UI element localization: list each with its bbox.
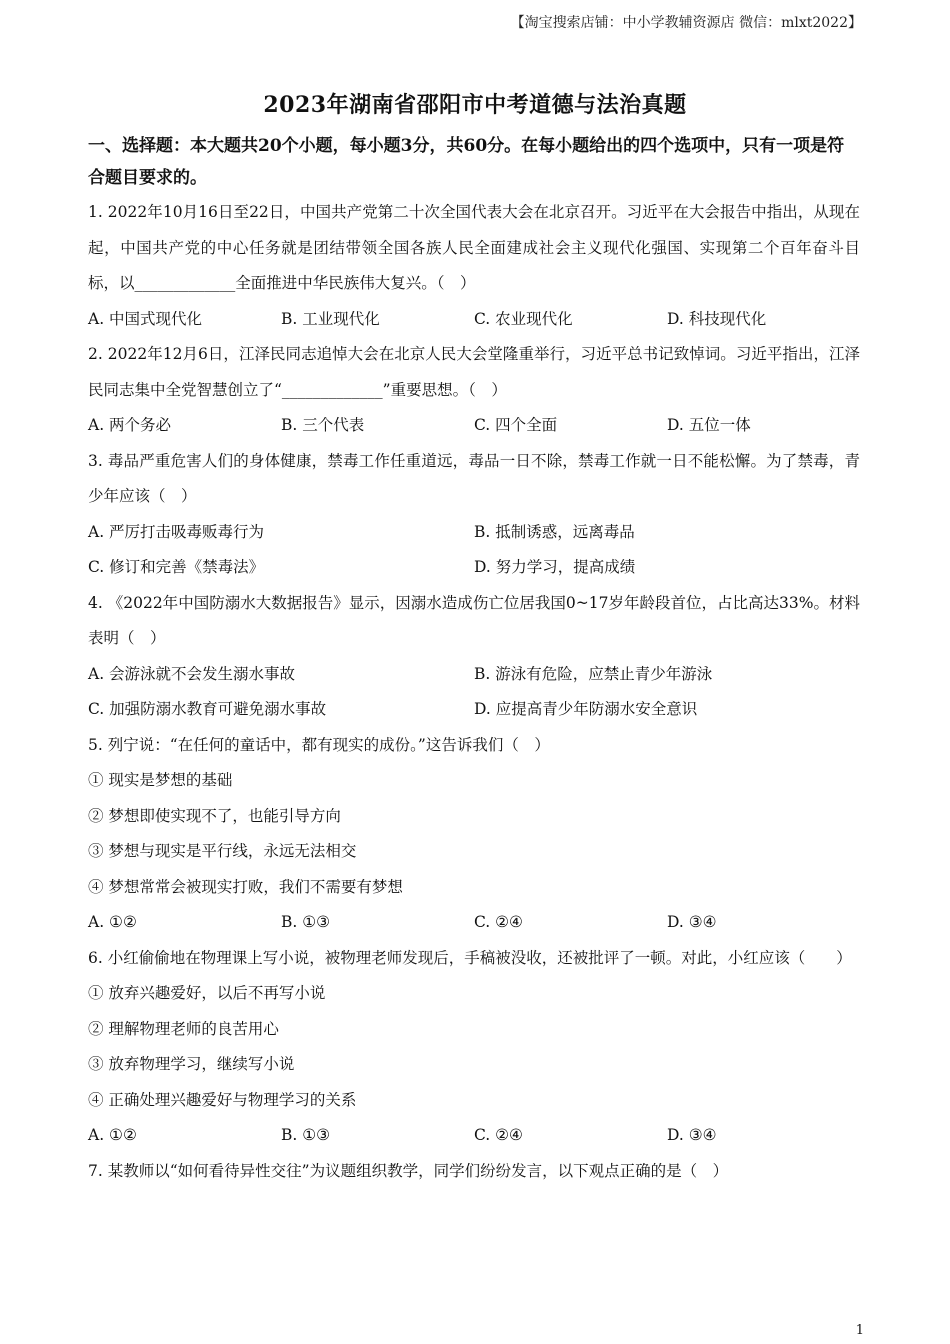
option-a: A. 中国式现代化 — [88, 309, 203, 328]
option-b: B. ①③ — [281, 913, 331, 931]
page-number: 1 — [855, 1323, 864, 1338]
question-3-options-row2 — [88, 550, 860, 586]
statement-2: ② 理解物理老师的良苦用心 — [88, 1019, 279, 1038]
option-d: D. ③④ — [667, 913, 717, 931]
option-b: B. 三个代表 — [281, 416, 365, 434]
option-d: D. 五位一体 — [667, 416, 751, 434]
question-6-options — [88, 1118, 860, 1154]
option-c: C. 四个全面 — [474, 416, 558, 434]
question-3-options-row1 — [88, 515, 860, 551]
option-d: D. 应提高青少年防溺水安全意识 — [474, 700, 698, 718]
option-a: A. 两个务必 — [88, 416, 172, 434]
question-6-stem: 6. 小红偷偷地在物理课上写小说，被物理老师发现后，手稿被没收，还被批评了一顿。对此，小红应该（ ） — [88, 948, 852, 967]
option-a: A. 严厉打击吸毒贩毒行为 — [88, 522, 265, 541]
option-a: A. 会游泳就不会发生溺水事故 — [88, 664, 296, 683]
option-b: B. ①③ — [281, 1126, 331, 1144]
option-c: C. 加强防溺水教育可避免溺水事故 — [88, 700, 327, 718]
option-c: C. 修订和完善《禁毒法》 — [88, 558, 265, 576]
statement-3: ③ 放弃物理学习，继续写小说 — [88, 1055, 295, 1073]
option-d: D. 科技现代化 — [667, 309, 767, 328]
option-c: C. ②④ — [474, 1126, 523, 1144]
question-3-stem: 3. 毒品严重危害人们的身体健康，禁毒工作任重道远，毒品一日不除，禁毒工作就一日不能松懈。为了禁毒，青少年应该（ ） — [88, 451, 860, 505]
question-2-options — [88, 408, 860, 444]
question-2-stem: 2. 2022年12月6日，江泽民同志追悼大会在北京人民大会堂隆重举行，习近平总书记致悼词。习近平指出，江泽民同志集中全党智慧创立了“_____________”重要思想。（ ） — [88, 345, 860, 399]
statement-1: ① 放弃兴趣爱好，以后不再写小说 — [88, 984, 326, 1002]
question-5-stem: 5. 列宁说：“在任何的童话中，都有现实的成份。”这告诉我们（ ） — [88, 735, 550, 754]
statement-4: ④ 正确处理兴趣爱好与物理学习的关系 — [88, 1090, 357, 1109]
question-1-options — [88, 302, 860, 338]
option-d: D. ③④ — [667, 1126, 717, 1144]
section-heading: 一、选择题：本大题共20个小题，每小题3分，共60分。在每小题给出的四个选项中，只有一项是符合题目要求的。 — [88, 136, 845, 188]
question-1-stem: 1. 2022年10月16日至22日，中国共产党第二十次全国代表大会在北京召开。习近平在大会报告中指出，从现在起，中国共产党的中心任务就是团结带领全国各族人民全面建成社会主义现代化强国、实现第二个百年奋斗目标，以_____________全面推进中华民族伟大复兴。（ ） — [88, 203, 860, 292]
option-b: B. 抵制诱惑，远离毒品 — [474, 522, 635, 541]
option-a: A. ①② — [88, 913, 137, 931]
header-note: 【淘宝搜索店铺：中小学教辅资源店 微信：mlxt2022】 — [510, 15, 862, 31]
statement-1: ① 现实是梦想的基础 — [88, 771, 233, 789]
option-c: C. ②④ — [474, 913, 523, 931]
option-b: B. 游泳有危险，应禁止青少年游泳 — [474, 664, 713, 683]
statement-2: ② 梦想即使实现不了，也能引导方向 — [88, 806, 341, 825]
question-list — [88, 130, 860, 1189]
option-d: D. 努力学习，提高成绩 — [474, 558, 636, 576]
option-c: C. 农业现代化 — [474, 309, 573, 328]
page-title: 2023年湖南省邵阳市中考道德与法治真题 — [263, 92, 687, 118]
question-7-stem: 7. 某教师以“如何看待异性交往”为议题组织教学，同学们纷纷发言，以下观点正确的是（ ） — [88, 1161, 729, 1180]
question-4-options-row2 — [88, 692, 860, 728]
question-4-options-row1 — [88, 657, 860, 693]
question-4-stem: 4. 《2022年中国防溺水大数据报告》显示，因溺水造成伤亡位居我国0~17岁年龄段首位，占比高达33%。材料表明（ ） — [88, 593, 860, 647]
question-5-options — [88, 905, 860, 941]
option-b: B. 工业现代化 — [281, 309, 380, 328]
option-a: A. ①② — [88, 1126, 137, 1144]
statement-3: ③ 梦想与现实是平行线，永远无法相交 — [88, 842, 357, 860]
statement-4: ④ 梦想常常会被现实打败，我们不需要有梦想 — [88, 877, 403, 896]
